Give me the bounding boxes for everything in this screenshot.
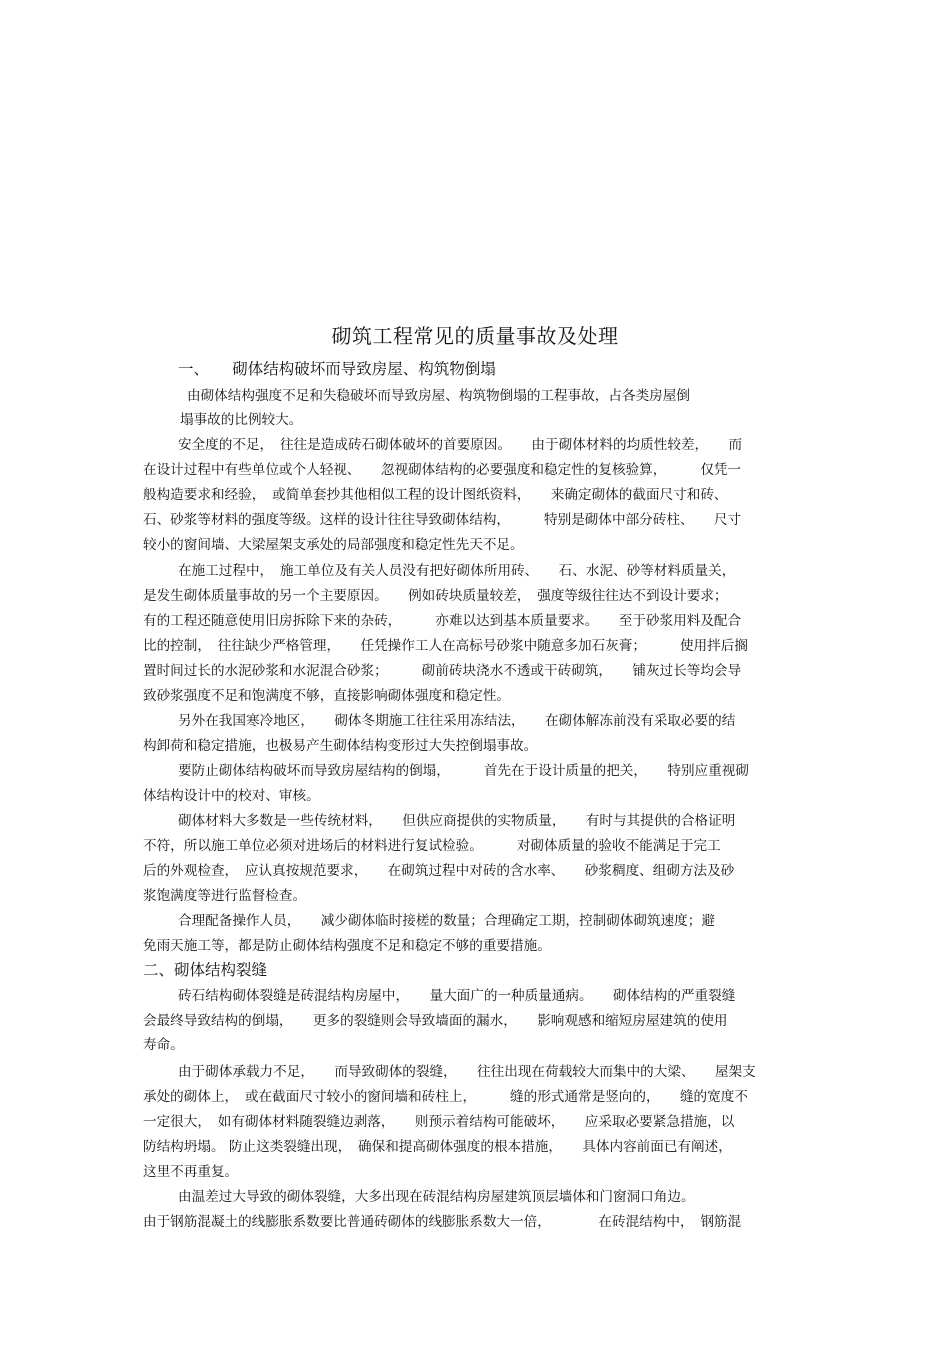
paragraph-line: 在设计过程中有些单位或个人轻视、 忽视砌体结构的必要强度和稳定性的复核验算， 仅凭一 [143, 462, 742, 478]
paragraph-line: 免雨天施工等，都是防止砌体结构强度不足和稳定不够的重要措施。 [143, 938, 551, 954]
document-title: 砌筑工程常见的质量事故及处理 [331, 324, 619, 348]
paragraph-line: 由砌体结构强度不足和失稳破坏而导致房屋、构筑物倒塌的工程事故，占各类房屋倒 [187, 388, 690, 404]
paragraph-line: 致砂浆强度不足和饱满度不够，直接影响砌体强度和稳定性。 [143, 688, 511, 704]
paragraph-line: 由于钢筋混凝土的线膨胀系数要比普通砖砌体的线膨胀系数大一倍， 在砖混结构中， 钢筋混 [143, 1214, 742, 1230]
paragraph-line: 承处的砌体上， 或在截面尺寸较小的窗间墙和砖柱上， 缝的形式通常是竖向的， 缝的宽度不 [143, 1089, 748, 1105]
paragraph-line: 一定很大， 如有砌体材料随裂缝边剥落， 则预示着结构可能破坏， 应采取必要紧急措施，以 [143, 1114, 735, 1130]
paragraph-line: 会最终导致结构的倒塌， 更多的裂缝则会导致墙面的漏水， 影响观感和缩短房屋建筑的使用 [143, 1013, 728, 1029]
paragraph-line: 另外在我国寒冷地区， 砌体冬期施工往往采用冻结法， 在砌体解冻前没有采取必要的结 [178, 713, 736, 729]
paragraph-line: 安全度的不足， 往往是造成砖石砌体破坏的首要原因。 由于砌体材料的均质性较差， 而 [178, 437, 743, 453]
paragraph-line: 石、砂浆等材料的强度等级。这样的设计往往导致砌体结构， 特别是砌体中部分砖柱、 尺寸 [143, 512, 742, 528]
paragraph-line: 置时间过长的水泥砂浆和水泥混合砂浆； 砌前砖块浇水不透或干砖砌筑， 铺灰过长等均会导 [143, 663, 742, 679]
paragraph-line: 由温差过大导致的砌体裂缝，大多出现在砖混结构房屋建筑顶层墙体和门窗洞口角边。 [178, 1189, 695, 1205]
paragraph-line: 砌体材料大多数是一些传统材料， 但供应商提供的实物质量， 有时与其提供的合格证明 [178, 813, 736, 829]
paragraph-line: 有的工程还随意使用旧房拆除下来的杂砖， 亦难以达到基本质量要求。 至于砂浆用料及配合 [143, 613, 742, 629]
paragraph-line: 较小的窗间墙、大梁屋架支承处的局部强度和稳定性先天不足。 [143, 537, 524, 553]
paragraph-line: 防结构坍塌。 防止这类裂缝出现， 确保和提高砌体强度的根本措施， 具体内容前面已有阐述， [143, 1139, 732, 1155]
paragraph-line: 般构造要求和经验， 或简单套抄其他相似工程的设计图纸资料， 来确定砌体的截面尺寸和砖、 [143, 487, 728, 503]
section-2-heading: 二、砌体结构裂缝 [143, 961, 268, 979]
paragraph-line: 浆饱满度等进行监督检查。 [143, 888, 307, 904]
paragraph-line: 这里不再重复。 [143, 1164, 239, 1180]
section-1-heading: 一、 砌体结构破坏而导致房屋、构筑物倒塌 [178, 360, 496, 378]
paragraph-line: 在施工过程中， 施工单位及有关人员没有把好砌体所用砖、 石、水泥、砂等材料质量关， [178, 563, 736, 579]
paragraph-line: 合理配备操作人员， 减少砌体临时接槎的数量；合理确定工期，控制砌体砌筑速度；避 [178, 913, 715, 929]
paragraph-line: 塌事故的比例较大。 [180, 412, 303, 428]
paragraph-line: 要防止砌体结构破坏而导致房屋结构的倒塌， 首先在于设计质量的把关， 特别应重视砌 [178, 763, 749, 779]
paragraph-line: 砖石结构砌体裂缝是砖混结构房屋中， 量大面广的一种质量通病。 砌体结构的严重裂缝 [178, 988, 736, 1004]
paragraph-line: 不符，所以施工单位必须对进场后的材料进行复试检验。 对砌体质量的验收不能满足于完工 [143, 838, 721, 854]
paragraph-line: 是发生砌体质量事故的另一个主要原因。 例如砖块质量较差， 强度等级往往达不到设计要求； [143, 588, 728, 604]
paragraph-line: 由于砌体承载力不足， 而导致砌体的裂缝， 往往出现在荷载较大而集中的大梁、 屋架支 [178, 1064, 756, 1080]
paragraph-line: 体结构设计中的校对、审核。 [143, 788, 320, 804]
paragraph-line: 寿命。 [143, 1037, 184, 1053]
paragraph-line: 比的控制， 往往缺少严格管理， 任凭操作工人在高标号砂浆中随意多加石灰膏； 使用拌后搁 [143, 638, 748, 654]
paragraph-line: 后的外观检查， 应认真按规范要求， 在砌筑过程中对砖的含水率、 砂浆稠度、组砌方法及砂 [143, 863, 735, 879]
paragraph-line: 构卸荷和稳定措施，也极易产生砌体结构变形过大失控倒塌事故。 [143, 738, 538, 754]
